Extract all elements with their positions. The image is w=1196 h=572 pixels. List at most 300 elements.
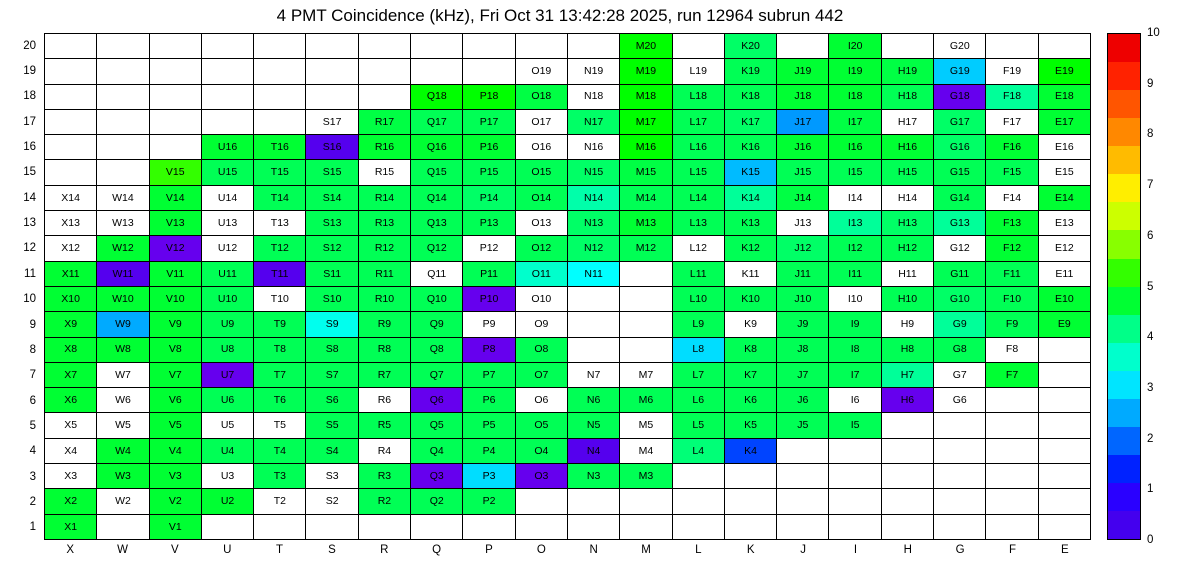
heatmap-cell: S13 — [306, 211, 358, 236]
heatmap-cell: U10 — [202, 287, 254, 312]
heatmap-cell: I8 — [829, 338, 881, 363]
heatmap-cell: N4 — [568, 439, 620, 464]
heatmap-cell: K18 — [725, 85, 777, 110]
heatmap-cell — [934, 413, 986, 438]
heatmap-cell — [568, 515, 620, 540]
heatmap-cell — [150, 135, 202, 160]
x-tick-label: R — [380, 544, 389, 556]
heatmap-cell: M14 — [620, 186, 672, 211]
colorbar-tick: 0 — [1147, 534, 1154, 546]
heatmap-cell: G13 — [934, 211, 986, 236]
heatmap-cell: W3 — [97, 464, 149, 489]
heatmap-cell: V12 — [150, 236, 202, 261]
x-tick-label: W — [117, 544, 128, 556]
colorbar-segment — [1108, 371, 1140, 399]
heatmap-cell — [673, 489, 725, 514]
x-tick-label: H — [903, 544, 912, 556]
heatmap-cell: X3 — [45, 464, 97, 489]
heatmap-cell: R10 — [359, 287, 411, 312]
heatmap-cell: L7 — [673, 363, 725, 388]
heatmap-cell: R16 — [359, 135, 411, 160]
y-tick-label: 6 — [29, 394, 36, 407]
heatmap-cell: W7 — [97, 363, 149, 388]
colorbar-segment — [1108, 62, 1140, 90]
heatmap-cell — [150, 34, 202, 59]
x-tick-label: X — [66, 544, 75, 556]
heatmap-cell: I7 — [829, 363, 881, 388]
heatmap-cell: O16 — [516, 135, 568, 160]
heatmap-cell: K20 — [725, 34, 777, 59]
heatmap-cell: I19 — [829, 59, 881, 84]
heatmap-cell: W10 — [97, 287, 149, 312]
y-tick-label: 15 — [23, 166, 36, 179]
heatmap-cell: R11 — [359, 262, 411, 287]
heatmap-cell — [777, 489, 829, 514]
heatmap-cell: H15 — [882, 160, 934, 185]
heatmap-cell: H10 — [882, 287, 934, 312]
heatmap-cell: R5 — [359, 413, 411, 438]
heatmap-cell: W2 — [97, 489, 149, 514]
heatmap-cell — [986, 439, 1038, 464]
y-tick-label: 10 — [23, 293, 36, 306]
heatmap-cell: F16 — [986, 135, 1038, 160]
heatmap-cell: P2 — [463, 489, 515, 514]
heatmap-cell: Q3 — [411, 464, 463, 489]
heatmap-cell: O12 — [516, 236, 568, 261]
heatmap-cell: P7 — [463, 363, 515, 388]
colorbar — [1107, 27, 1160, 546]
heatmap-cell: K4 — [725, 439, 777, 464]
heatmap-cell: U13 — [202, 211, 254, 236]
heatmap-cell: R17 — [359, 110, 411, 135]
heatmap-cell: N14 — [568, 186, 620, 211]
colorbar-segment — [1108, 118, 1140, 146]
heatmap-cell: G7 — [934, 363, 986, 388]
heatmap-cell: V14 — [150, 186, 202, 211]
heatmap-cell: Q18 — [411, 85, 463, 110]
heatmap-cell — [516, 515, 568, 540]
heatmap-cell: F9 — [986, 312, 1038, 337]
heatmap-cell — [516, 489, 568, 514]
heatmap-cell: S6 — [306, 388, 358, 413]
heatmap-cell: X7 — [45, 363, 97, 388]
heatmap-cell: X10 — [45, 287, 97, 312]
heatmap-cell — [568, 312, 620, 337]
heatmap-cell — [934, 464, 986, 489]
heatmap-cell: W4 — [97, 439, 149, 464]
heatmap-cell — [934, 489, 986, 514]
heatmap-cell: K11 — [725, 262, 777, 287]
x-tick-label: J — [800, 544, 806, 556]
heatmap-cell — [202, 110, 254, 135]
heatmap-cell: S9 — [306, 312, 358, 337]
heatmap-cell: F18 — [986, 85, 1038, 110]
heatmap-cell: H17 — [882, 110, 934, 135]
y-tick-label: 4 — [29, 445, 36, 458]
colorbar-segment — [1108, 483, 1140, 511]
heatmap-cell — [306, 59, 358, 84]
heatmap-cell — [620, 287, 672, 312]
heatmap-cell — [411, 515, 463, 540]
heatmap-cell: V6 — [150, 388, 202, 413]
heatmap-cell: S7 — [306, 363, 358, 388]
heatmap-cell: E10 — [1039, 287, 1091, 312]
heatmap-cell — [97, 515, 149, 540]
heatmap-cell: E15 — [1039, 160, 1091, 185]
heatmap-cell: V5 — [150, 413, 202, 438]
heatmap-cell: T13 — [254, 211, 306, 236]
x-tick-label: L — [695, 544, 702, 556]
heatmap-cell: P12 — [463, 236, 515, 261]
heatmap-cell: J7 — [777, 363, 829, 388]
heatmap-cell: I14 — [829, 186, 881, 211]
heatmap-cell — [254, 515, 306, 540]
heatmap-cell: R8 — [359, 338, 411, 363]
heatmap-cell: T2 — [254, 489, 306, 514]
heatmap-cell — [254, 59, 306, 84]
heatmap-cell: H11 — [882, 262, 934, 287]
y-tick-label: 12 — [23, 242, 36, 255]
heatmap-cell: P14 — [463, 186, 515, 211]
heatmap-cell: T9 — [254, 312, 306, 337]
heatmap-cell: I18 — [829, 85, 881, 110]
heatmap-cell — [934, 439, 986, 464]
heatmap-cell — [777, 34, 829, 59]
heatmap-cell: O15 — [516, 160, 568, 185]
heatmap-cell: X12 — [45, 236, 97, 261]
heatmap-cell: R6 — [359, 388, 411, 413]
heatmap-cell: G16 — [934, 135, 986, 160]
colorbar-segment — [1108, 90, 1140, 118]
heatmap-cell: N3 — [568, 464, 620, 489]
heatmap-cell — [45, 34, 97, 59]
heatmap-cell — [568, 338, 620, 363]
heatmap-cell: H12 — [882, 236, 934, 261]
heatmap-cell — [673, 464, 725, 489]
x-tick-label: U — [223, 544, 232, 556]
heatmap-cell: K12 — [725, 236, 777, 261]
heatmap-cell: H18 — [882, 85, 934, 110]
heatmap-cell — [45, 85, 97, 110]
heatmap-cell: M7 — [620, 363, 672, 388]
heatmap-cell: G9 — [934, 312, 986, 337]
heatmap-cell: P13 — [463, 211, 515, 236]
heatmap-cell — [882, 515, 934, 540]
heatmap-cell: T15 — [254, 160, 306, 185]
heatmap-cell: R15 — [359, 160, 411, 185]
colorbar-segment — [1108, 287, 1140, 315]
y-tick-label: 2 — [29, 495, 36, 508]
heatmap-cell — [359, 34, 411, 59]
heatmap-cell: V11 — [150, 262, 202, 287]
colorbar-segment — [1108, 259, 1140, 287]
heatmap-cell: Q6 — [411, 388, 463, 413]
heatmap-cell: I12 — [829, 236, 881, 261]
heatmap-cell: T10 — [254, 287, 306, 312]
heatmap-cell: S10 — [306, 287, 358, 312]
heatmap-cell: T3 — [254, 464, 306, 489]
heatmap-cell — [882, 413, 934, 438]
heatmap-cell — [463, 34, 515, 59]
heatmap-cell: Q13 — [411, 211, 463, 236]
x-tick-label: F — [1008, 544, 1016, 556]
colorbar-tick: 6 — [1147, 229, 1154, 242]
heatmap-cell: V10 — [150, 287, 202, 312]
heatmap-cell: J19 — [777, 59, 829, 84]
heatmap-cell — [463, 59, 515, 84]
heatmap-cell: O19 — [516, 59, 568, 84]
heatmap-cell — [359, 59, 411, 84]
heatmap-cell: I5 — [829, 413, 881, 438]
heatmap-cell — [568, 34, 620, 59]
heatmap-cell — [1039, 439, 1091, 464]
heatmap-cell — [620, 338, 672, 363]
heatmap-cell — [986, 388, 1038, 413]
heatmap-cell: Q9 — [411, 312, 463, 337]
x-axis-labels — [44, 544, 1091, 564]
heatmap-cell: P15 — [463, 160, 515, 185]
heatmap-cell — [986, 34, 1038, 59]
heatmap-cell — [882, 439, 934, 464]
heatmap-cell: V7 — [150, 363, 202, 388]
heatmap-cell: N7 — [568, 363, 620, 388]
heatmap-cell: J5 — [777, 413, 829, 438]
heatmap-cell: L17 — [673, 110, 725, 135]
heatmap-cell: V15 — [150, 160, 202, 185]
heatmap-cell: M19 — [620, 59, 672, 84]
heatmap-cell: M5 — [620, 413, 672, 438]
x-tick-label: M — [641, 544, 651, 556]
heatmap-cell: X4 — [45, 439, 97, 464]
heatmap-cell — [97, 110, 149, 135]
heatmap-cell: H14 — [882, 186, 934, 211]
y-axis-labels — [0, 33, 40, 540]
heatmap-cell: I16 — [829, 135, 881, 160]
heatmap-cell: M18 — [620, 85, 672, 110]
heatmap-cell: V13 — [150, 211, 202, 236]
x-tick-label: V — [171, 544, 179, 556]
heatmap-cell: T16 — [254, 135, 306, 160]
heatmap-cell: O18 — [516, 85, 568, 110]
colorbar-segment — [1108, 511, 1140, 539]
heatmap-cell: H7 — [882, 363, 934, 388]
heatmap-cell: F11 — [986, 262, 1038, 287]
heatmap-cell — [97, 85, 149, 110]
heatmap-cell — [725, 464, 777, 489]
heatmap-cell: R2 — [359, 489, 411, 514]
heatmap-cell — [254, 34, 306, 59]
heatmap-cell: O7 — [516, 363, 568, 388]
heatmap-cell: N13 — [568, 211, 620, 236]
heatmap-cell: M3 — [620, 464, 672, 489]
heatmap-cell: M17 — [620, 110, 672, 135]
heatmap-cell: O3 — [516, 464, 568, 489]
heatmap-cell: E13 — [1039, 211, 1091, 236]
heatmap-cell: L18 — [673, 85, 725, 110]
heatmap-cell: G18 — [934, 85, 986, 110]
heatmap-cell: U9 — [202, 312, 254, 337]
heatmap-cell: N5 — [568, 413, 620, 438]
heatmap-cell: X5 — [45, 413, 97, 438]
heatmap-cell: U8 — [202, 338, 254, 363]
heatmap-cell: U11 — [202, 262, 254, 287]
heatmap-cell: Q12 — [411, 236, 463, 261]
heatmap-cell: O11 — [516, 262, 568, 287]
heatmap-cell — [1039, 515, 1091, 540]
heatmap-cell — [829, 464, 881, 489]
heatmap-cell: E12 — [1039, 236, 1091, 261]
heatmap-cell — [306, 34, 358, 59]
heatmap-cell: S2 — [306, 489, 358, 514]
heatmap-cell: I10 — [829, 287, 881, 312]
heatmap-cell: Q15 — [411, 160, 463, 185]
heatmap-cell: X11 — [45, 262, 97, 287]
heatmap-cell — [620, 489, 672, 514]
y-tick-label: 5 — [29, 419, 36, 432]
heatmap-cell: Q17 — [411, 110, 463, 135]
heatmap-cell: S3 — [306, 464, 358, 489]
heatmap-cell — [568, 489, 620, 514]
heatmap-cell — [620, 312, 672, 337]
heatmap-cell: O5 — [516, 413, 568, 438]
heatmap-cell: K6 — [725, 388, 777, 413]
heatmap-cell: X6 — [45, 388, 97, 413]
heatmap-cell — [411, 59, 463, 84]
heatmap-cell — [97, 135, 149, 160]
heatmap-cell — [986, 489, 1038, 514]
heatmap-cell — [1039, 388, 1091, 413]
colorbar-tick: 3 — [1147, 381, 1154, 394]
heatmap-cell — [306, 85, 358, 110]
heatmap-cell: M20 — [620, 34, 672, 59]
colorbar-segment — [1108, 202, 1140, 230]
colorbar-tick: 9 — [1147, 77, 1154, 90]
heatmap-cell: J14 — [777, 186, 829, 211]
x-tick-label: N — [589, 544, 598, 556]
heatmap-cell: R13 — [359, 211, 411, 236]
heatmap-cell: Q10 — [411, 287, 463, 312]
heatmap-cell: Q8 — [411, 338, 463, 363]
heatmap-cell — [882, 464, 934, 489]
heatmap-cell: P3 — [463, 464, 515, 489]
heatmap-cell: N11 — [568, 262, 620, 287]
heatmap-cell: K5 — [725, 413, 777, 438]
heatmap-cell: Q2 — [411, 489, 463, 514]
heatmap-cell: Q5 — [411, 413, 463, 438]
heatmap-cell: E16 — [1039, 135, 1091, 160]
heatmap-cell: V9 — [150, 312, 202, 337]
heatmap-cell: R9 — [359, 312, 411, 337]
heatmap-cell: K15 — [725, 160, 777, 185]
heatmap-cell — [359, 85, 411, 110]
heatmap-cell: V3 — [150, 464, 202, 489]
heatmap-cell — [97, 59, 149, 84]
heatmap-cell: H13 — [882, 211, 934, 236]
heatmap-cell — [882, 489, 934, 514]
heatmap-cell — [777, 439, 829, 464]
heatmap-cell — [620, 515, 672, 540]
heatmap-cell: I13 — [829, 211, 881, 236]
heatmap-cell: L19 — [673, 59, 725, 84]
heatmap-cell: L8 — [673, 338, 725, 363]
x-tick-label: P — [485, 544, 493, 556]
heatmap-cell — [463, 515, 515, 540]
heatmap-cell: I17 — [829, 110, 881, 135]
colorbar-tick: 5 — [1147, 280, 1154, 293]
heatmap-cell: V8 — [150, 338, 202, 363]
heatmap-cell: G12 — [934, 236, 986, 261]
heatmap-cell: W13 — [97, 211, 149, 236]
heatmap-cell: W14 — [97, 186, 149, 211]
heatmap-cell: F19 — [986, 59, 1038, 84]
heatmap-cell: W11 — [97, 262, 149, 287]
heatmap-cell: M12 — [620, 236, 672, 261]
heatmap-cell: O10 — [516, 287, 568, 312]
heatmap-cell: P17 — [463, 110, 515, 135]
heatmap-cell: O6 — [516, 388, 568, 413]
heatmap-cell: P18 — [463, 85, 515, 110]
colorbar-tick: 7 — [1147, 179, 1154, 192]
y-tick-label: 1 — [29, 521, 36, 534]
heatmap-cell: G19 — [934, 59, 986, 84]
heatmap-cell — [1039, 464, 1091, 489]
colorbar-segment — [1108, 315, 1140, 343]
x-tick-label: S — [328, 544, 336, 556]
colorbar-tick: 8 — [1147, 128, 1154, 141]
heatmap-cell: U5 — [202, 413, 254, 438]
colorbar-tick: 4 — [1147, 331, 1154, 344]
heatmap-cell: G6 — [934, 388, 986, 413]
heatmap-cell — [202, 34, 254, 59]
heatmap-cell — [202, 515, 254, 540]
heatmap-cell: I15 — [829, 160, 881, 185]
heatmap-cell: K14 — [725, 186, 777, 211]
heatmap-cell — [620, 262, 672, 287]
heatmap-cell: U16 — [202, 135, 254, 160]
heatmap-cell: L6 — [673, 388, 725, 413]
heatmap-cell — [1039, 34, 1091, 59]
heatmap-cell: U15 — [202, 160, 254, 185]
heatmap-cell: L11 — [673, 262, 725, 287]
heatmap-cell: L9 — [673, 312, 725, 337]
heatmap-cell: J12 — [777, 236, 829, 261]
heatmap-cell: L12 — [673, 236, 725, 261]
heatmap-cell: Q4 — [411, 439, 463, 464]
heatmap-cell — [306, 515, 358, 540]
heatmap-cell: P4 — [463, 439, 515, 464]
heatmap-cell: J17 — [777, 110, 829, 135]
heatmap-cell: F8 — [986, 338, 1038, 363]
heatmap-cell: X1 — [45, 515, 97, 540]
heatmap-cell: O4 — [516, 439, 568, 464]
heatmap-cell: T6 — [254, 388, 306, 413]
heatmap-cell: F10 — [986, 287, 1038, 312]
heatmap-cell: F12 — [986, 236, 1038, 261]
heatmap-cell: W8 — [97, 338, 149, 363]
x-tick-label: T — [276, 544, 284, 556]
heatmap-cell: M15 — [620, 160, 672, 185]
heatmap-cell — [45, 59, 97, 84]
heatmap-cell: J8 — [777, 338, 829, 363]
heatmap-cell: W12 — [97, 236, 149, 261]
heatmap-cell: L13 — [673, 211, 725, 236]
heatmap-cell: I11 — [829, 262, 881, 287]
colorbar-segment — [1108, 399, 1140, 427]
heatmap-cell: F7 — [986, 363, 1038, 388]
heatmap-cell: F15 — [986, 160, 1038, 185]
heatmap-cell: K17 — [725, 110, 777, 135]
heatmap-cell — [777, 515, 829, 540]
